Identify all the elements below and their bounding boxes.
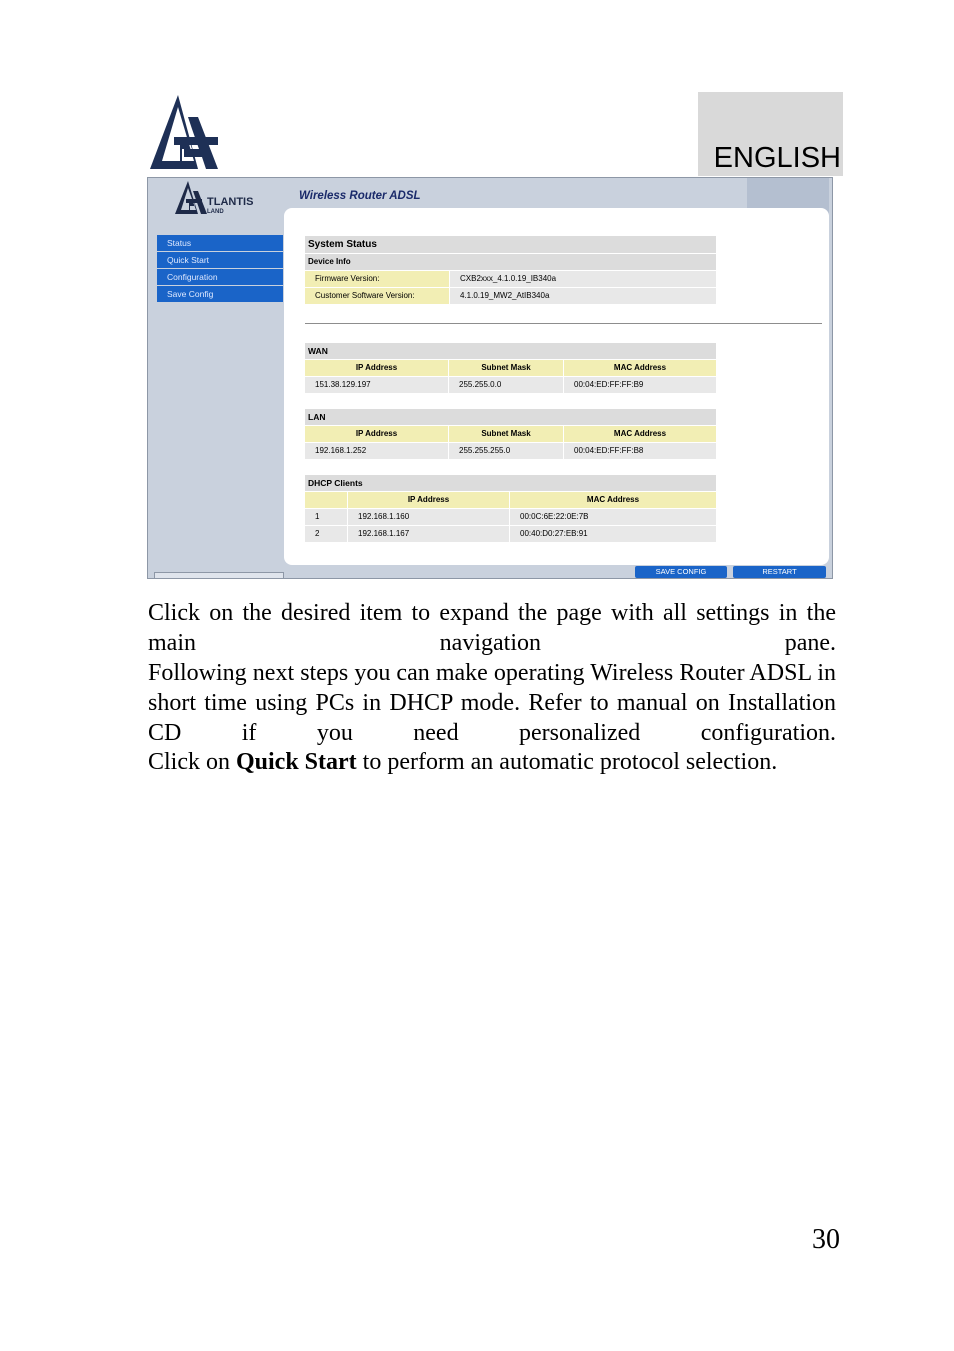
restart-button[interactable]: RESTART: [733, 566, 826, 578]
divider: [305, 323, 822, 324]
system-status-title: System Status: [305, 236, 716, 253]
quick-start-bold: Quick Start: [236, 749, 357, 775]
atlantis-land-logo-icon: [174, 180, 264, 216]
wan-col-mac: MAC Address: [564, 360, 716, 376]
language-tab: [698, 92, 843, 176]
table-row: [305, 526, 716, 542]
menu-item-configuration[interactable]: Configuration: [157, 269, 283, 285]
dhcp-index: 2: [305, 526, 347, 542]
dhcp-clients-section: [305, 475, 716, 542]
dhcp-ip: 192.168.1.167: [348, 526, 509, 542]
lan-mac-value: 00:04:ED:FF:FF:B8: [564, 443, 716, 459]
paragraph-1: Click on the desired item to expand the page with all settings in the main navigation pane.: [148, 600, 836, 656]
dhcp-col-ip: IP Address: [348, 492, 509, 508]
paragraph-2: Following next steps you can make operating Wireless Router ADSL in short time using PCs in DHCP mode. Refer to manual on Installation CD if you need personalized configuration.: [148, 660, 836, 746]
dhcp-col-mac: MAC Address: [510, 492, 716, 508]
router-title: Wireless Router ADSL: [299, 190, 421, 202]
save-config-button[interactable]: SAVE CONFIG: [635, 566, 727, 578]
sidebar-menu: [157, 235, 283, 303]
svg-text:LAND: LAND: [207, 209, 224, 215]
sidebar-scrollbar[interactable]: [154, 572, 284, 578]
wan-header-row: [305, 360, 716, 376]
wan-mac-value: 00:04:ED:FF:FF:B9: [564, 377, 716, 393]
wan-section: [305, 343, 716, 393]
device-info-row: [305, 254, 716, 270]
dhcp-mac: 00:40:D0:27:EB:91: [510, 526, 716, 542]
atlantis-logo-icon: [148, 93, 220, 171]
customer-software-version-value: 4.1.0.19_MW2_AtIB340a: [450, 288, 716, 304]
language-label: ENGLISH: [713, 142, 841, 174]
firmware-version-label: Firmware Version:: [305, 271, 449, 287]
dhcp-header-row: [305, 492, 716, 508]
dhcp-ip: 192.168.1.160: [348, 509, 509, 525]
page-number: 30: [812, 1224, 840, 1255]
lan-col-subnet: Subnet Mask: [449, 426, 563, 442]
system-status-section: [305, 236, 716, 304]
customer-software-version-label: Customer Software Version:: [305, 288, 449, 304]
svg-text:TLANTIS: TLANTIS: [207, 196, 254, 208]
wan-ip-value: 151.38.129.197: [305, 377, 448, 393]
dhcp-title: DHCP Clients: [305, 475, 716, 491]
lan-header-row: [305, 426, 716, 442]
paragraph-3-suffix: to perform an automatic protocol selection.: [356, 749, 778, 775]
menu-item-quick-start[interactable]: Quick Start: [157, 252, 283, 268]
table-row: [305, 271, 716, 287]
device-info-title: Device Info: [305, 254, 716, 270]
table-row: [305, 443, 716, 459]
lan-section: [305, 409, 716, 459]
menu-item-save-config[interactable]: Save Config: [157, 286, 283, 302]
lan-col-ip: IP Address: [305, 426, 448, 442]
lan-ip-value: 192.168.1.252: [305, 443, 448, 459]
dhcp-col-index: [305, 492, 347, 508]
wan-subnet-value: 255.255.0.0: [449, 377, 563, 393]
wan-col-subnet: Subnet Mask: [449, 360, 563, 376]
firmware-version-value: CXB2xxx_4.1.0.19_IB340a: [450, 271, 716, 287]
table-row: [305, 288, 716, 304]
table-row: [305, 509, 716, 525]
table-row: [305, 377, 716, 393]
dhcp-mac: 00:0C:6E:22:0E:7B: [510, 509, 716, 525]
router-ui-screenshot: [147, 177, 833, 579]
lan-subnet-value: 255.255.255.0: [449, 443, 563, 459]
paragraph-3-prefix: Click on: [148, 749, 236, 775]
wan-col-ip: IP Address: [305, 360, 448, 376]
content-panel: [284, 208, 829, 565]
lan-title: LAN: [305, 409, 716, 425]
lan-col-mac: MAC Address: [564, 426, 716, 442]
menu-item-status[interactable]: Status: [157, 235, 283, 251]
paragraph-3: [148, 747, 836, 777]
wan-title: WAN: [305, 343, 716, 359]
dhcp-index: 1: [305, 509, 347, 525]
